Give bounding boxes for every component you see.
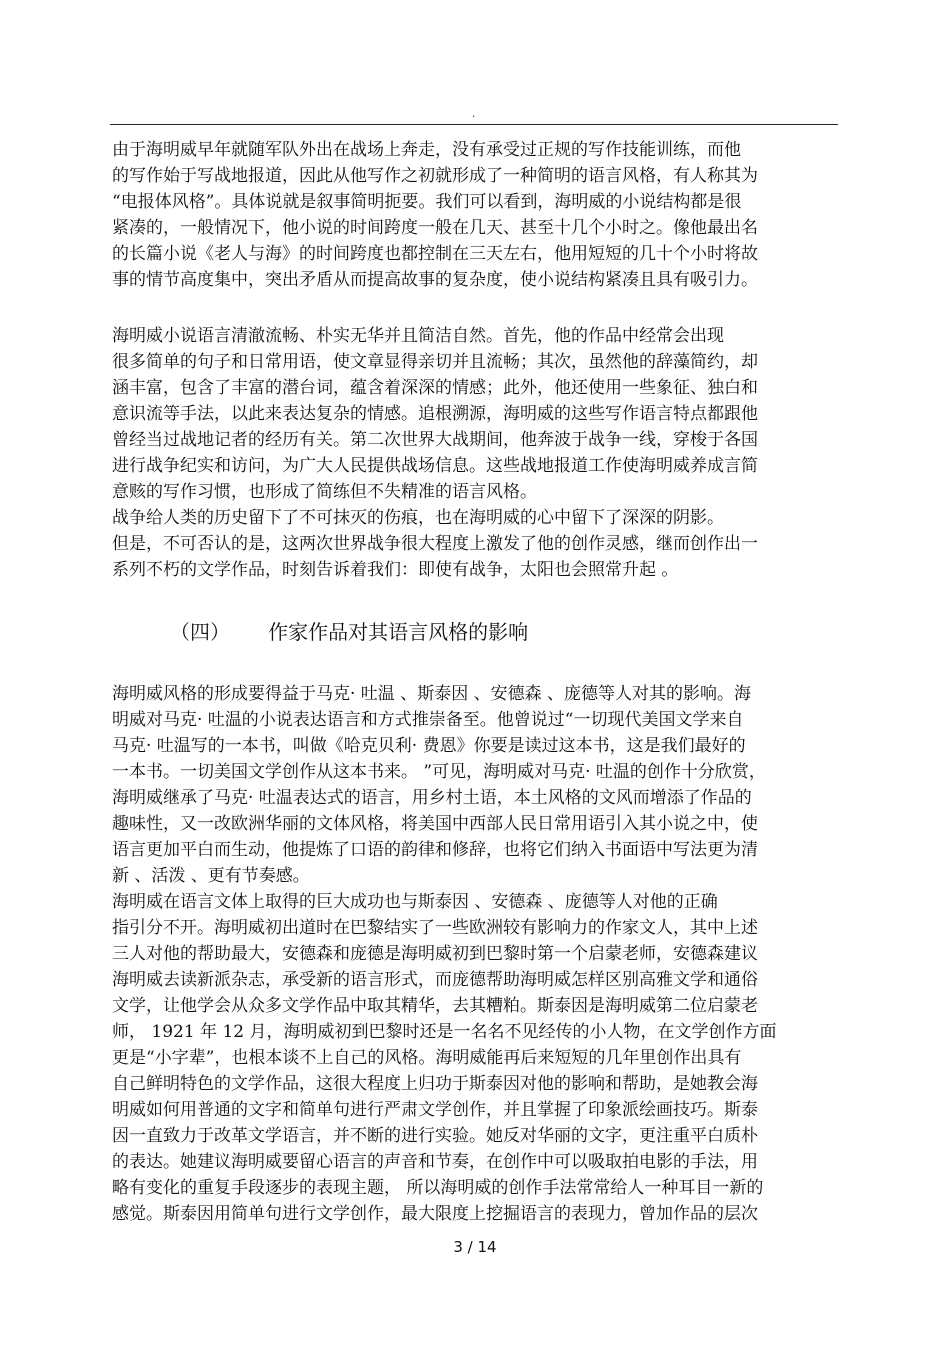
text-line: “电报体风格”。具体说就是叙事简明扼要。我们可以看到，海明威的小说结构都是很 — [112, 192, 742, 212]
text-line: 战争给人类的历史留下了不可抹灭的伤痕，也在海明威的心中留下了深深的阴影。 — [112, 508, 724, 528]
text-line: 系列不朽的文学作品，时刻告诉着我们：即使有战争，太阳也会照常升起 。 — [112, 560, 679, 580]
text-line: 略有变化的重复手段逐步的表现主题， 所以海明威的创作手法常常给人一种耳目一新的 — [112, 1178, 764, 1198]
text-line: 海明威风格的形成要得益于马克· 吐温 、斯泰因 、安德森 、庞德等人对其的影响。海 — [112, 684, 752, 704]
text-line: 但是，不可否认的是，这两次世界战争很大程度上激发了他的创作灵感，继而创作出一 — [112, 534, 758, 554]
paragraph-block-1 — [112, 137, 818, 293]
text-line: 事的情节高度集中，突出矛盾从而提高故事的复杂度，使小说结构紧凑且具有吸引力。 — [112, 270, 758, 290]
text-line: 由于海明威早年就随军队外出在战场上奔走，没有承受过正规的写作技能训练，而他 — [112, 140, 741, 160]
text-line: 很多简单的句子和日常用语，使文章显得亲切并且流畅；其次，虽然他的辞藻简约，却 — [112, 352, 758, 372]
text-line: 进行战争纪实和访问，为广大人民提供战场信息。这些战地报道工作使海明威养成言简 — [112, 456, 758, 476]
section-number: （四） — [170, 620, 230, 644]
text-line: 马克· 吐温写的一本书，叫做《哈克贝利· 费恩》你要是读过这本书，这是我们最好的 — [112, 736, 746, 756]
text-line: 语言更加平白而生动，他提炼了口语的韵律和修辞，也将它们纳入书面语中写法更为清 — [112, 840, 758, 860]
text-line: 的表达。她建议海明威要留心语言的声音和节奏，在创作中可以吸取拍电影的手法，用 — [112, 1152, 758, 1172]
text-line: 趣味性，又一改欧洲华丽的文体风格，将美国中西部人民日常用语引入其小说之中，使 — [112, 814, 758, 834]
text-line: 感觉。斯泰因用简单句进行文学创作，最大限度上挖掘语言的表现力，曾加作品的层次 — [112, 1204, 758, 1224]
header-rule — [110, 124, 838, 125]
text-line: 指引分不开。海明威初出道时在巴黎结实了一些欧洲较有影响力的作家文人，其中上述 — [112, 918, 758, 938]
text-line: 意赅的写作习惯，也形成了简练但不失精准的语言风格。 — [112, 482, 537, 502]
text-line: 文学，让他学会从众多文学作品中取其精华，去其糟粕。斯泰因是海明威第二位启蒙老 — [112, 996, 758, 1016]
text-line: 的长篇小说《老人与海》的时间跨度也都控制在三天左右，他用短短的几十个小时将故 — [112, 244, 758, 264]
text-line: 海明威继承了马克· 吐温表达式的语言，用乡村土语，本土风格的文风而增添了作品的 — [112, 788, 752, 808]
text-line: 涵丰富，包含了丰富的潜台词，蕴含着深深的情感；此外，他还使用一些象征、独白和 — [112, 378, 758, 398]
text-line: 一本书。一切美国文学创作从这本书来。 ”可见，海明威对马克· 吐温的创作十分欣赏， — [112, 762, 766, 782]
paragraph-block-3 — [112, 681, 818, 1227]
text-line: 紧凑的，一般情况下，他小说的时间跨度一般在几天、甚至十几个小时之。像他最出名 — [112, 218, 758, 238]
section-heading — [170, 618, 528, 646]
text-line: 明威对马克· 吐温的小说表达语言和方式推崇备至。他曾说过“一切现代美国文学来自 — [112, 710, 744, 730]
text-line: 因一直致力于改革文学语言，并不断的进行实验。她反对华丽的文字，更注重平白质朴 — [112, 1126, 758, 1146]
text-line: 三人对他的帮助最大，安德森和庞德是海明威初到巴黎时第一个启蒙老师，安德森建议 — [112, 944, 758, 964]
text-line: 自己鲜明特色的文学作品，这很大程度上归功于斯泰因对他的影响和帮助，是她教会海 — [112, 1074, 758, 1094]
text-line: 海明威去读新派杂志，承受新的语言形式，而庞德帮助海明威怎样区别高雅文学和通俗 — [112, 970, 758, 990]
text-line: 海明威在语言文体上取得的巨大成功也与斯泰因 、安德森 、庞德等人对他的正确 — [112, 892, 718, 912]
text-line: 曾经当过战地记者的经历有关。第二次世界大战期间，他奔波于战争一线，穿梭于各国 — [112, 430, 758, 450]
text-line: 意识流等手法，以此来表达复杂的情感。追根溯源，海明威的这些写作语言特点都跟他 — [112, 404, 758, 424]
text-line: 明威如何用普通的文字和简单句进行严肃文学创作，并且掌握了印象派绘画技巧。斯泰 — [112, 1100, 758, 1120]
text-line: 海明威小说语言清澈流畅、朴实无华并且简洁自然。首先，他的作品中经常会出现 — [112, 326, 724, 346]
header-mark: . — [472, 109, 476, 120]
section-title: 作家作品对其语言风格的影响 — [268, 620, 529, 644]
text-line: 新 、活泼 、更有节奏感。 — [112, 866, 310, 886]
text-line: 更是“小字辈”，也根本谈不上自己的风格。海明威能再后来短短的几年里创作出具有 — [112, 1048, 742, 1068]
paragraph-block-2 — [112, 323, 818, 583]
text-line: 的写作始于写战地报道，因此从他写作之初就形成了一种简明的语言风格，有人称其为 — [112, 166, 758, 186]
page-number: 3 / 14 — [453, 1238, 497, 1256]
text-line: 师， 1921 年 12 月，海明威初到巴黎时还是一名名不见经传的小人物，在文学创作方面 — [112, 1022, 777, 1042]
